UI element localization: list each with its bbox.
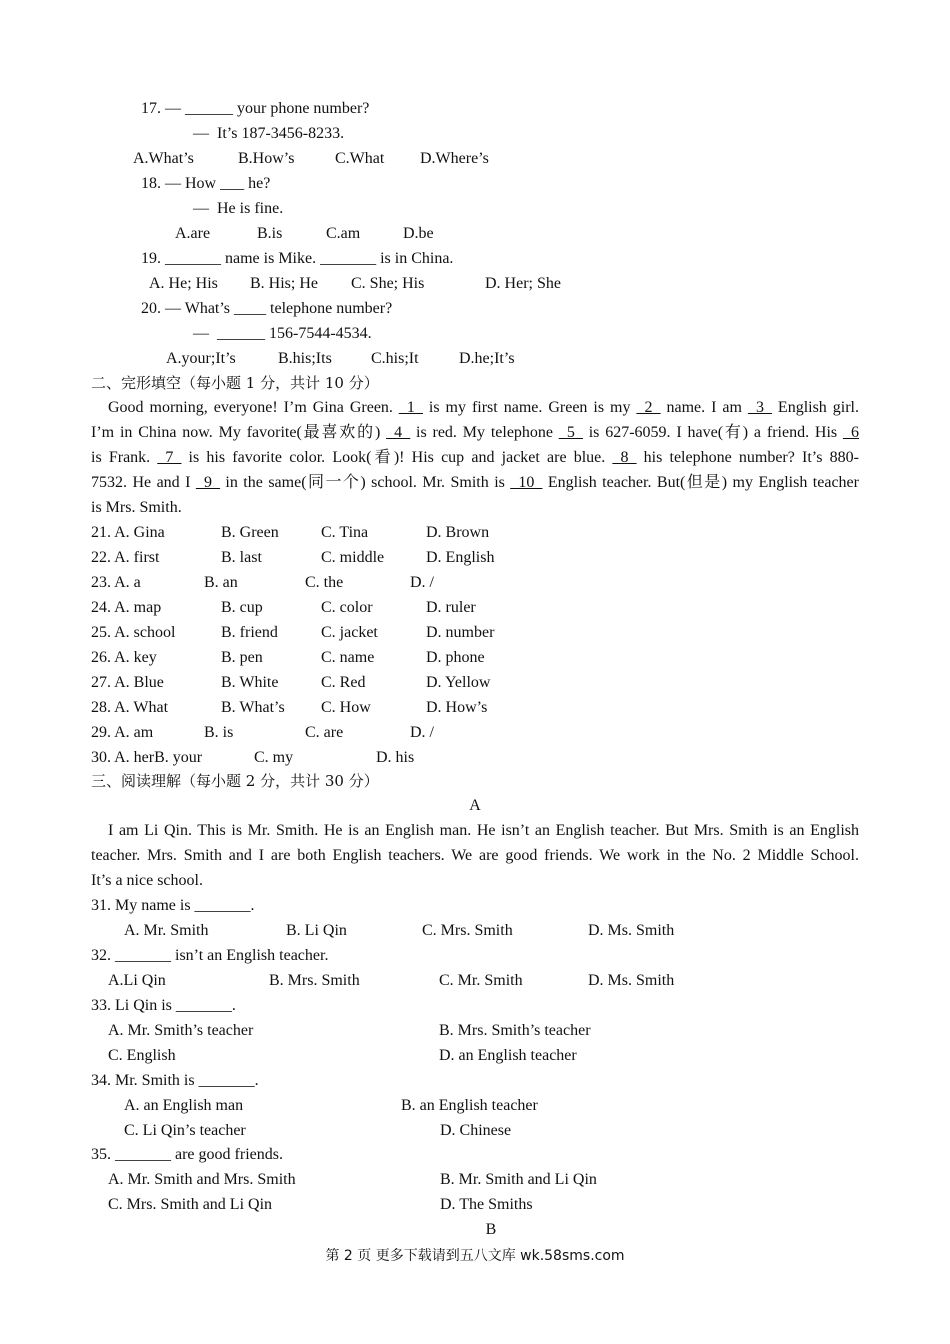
- cloze-option-27-c: C. Red: [321, 674, 366, 691]
- option-20c: C.his;It: [371, 350, 419, 367]
- passage-a-line-1: I am Li Qin. This is Mr. Smith. He is an English man. He isn’t an English teacher. But Mrs. Smith is an English: [108, 822, 859, 839]
- cloze-option-30-n: 30. A. herB. your: [91, 749, 203, 766]
- option-20d: D.he;It’s: [459, 350, 515, 367]
- cloze-option-28-d: D. How’s: [426, 699, 488, 716]
- option-32d: D. Ms. Smith: [588, 972, 675, 989]
- cloze-option-26-b: B. pen: [221, 649, 263, 666]
- cloze-line-4: 7532. He and I _9_ in the same(同一个) school. Mr. Smith is _10_ English teacher. But(但是) my English teacher: [91, 474, 859, 491]
- cloze-option-23-d: D. /: [410, 574, 434, 591]
- cloze-option-29-d: D. /: [410, 724, 434, 741]
- cloze-option-21-c: C. Tina: [321, 524, 369, 541]
- option-35a: A. Mr. Smith and Mrs. Smith: [108, 1171, 296, 1188]
- cloze-option-22-b: B. last: [221, 549, 262, 566]
- part-b-heading: B: [485, 1221, 497, 1238]
- answer-18: — He is fine.: [193, 200, 284, 217]
- option-20a: A.your;It’s: [166, 350, 236, 367]
- question-35: 35. _______ are good friends.: [91, 1146, 283, 1163]
- cloze-option-27-d: D. Yellow: [426, 674, 491, 691]
- cloze-option-22-c: C. middle: [321, 549, 385, 566]
- cloze-option-29-c: C. are: [305, 724, 344, 741]
- cloze-option-25-d: D. number: [426, 624, 495, 641]
- question-19: 19. _______ name is Mike. _______ is in China.: [141, 250, 454, 267]
- option-31c: C. Mrs. Smith: [422, 922, 513, 939]
- option-35b: B. Mr. Smith and Li Qin: [440, 1171, 597, 1188]
- option-18c: C.am: [326, 225, 361, 242]
- cloze-option-22-d: D. English: [426, 549, 495, 566]
- answer-20: — ______ 156-7544-4534.: [193, 325, 372, 342]
- option-33d: D. an English teacher: [439, 1047, 577, 1064]
- option-34b: B. an English teacher: [401, 1097, 538, 1114]
- option-18a: A.are: [175, 225, 211, 242]
- cloze-line-2: I’m in China now. My favorite(最喜欢的) _4_ is red. My telephone _5_ is 627-6059. I have(有) a friend. His _6: [91, 424, 859, 441]
- cloze-option-23-n: 23. A. a: [91, 574, 141, 591]
- cloze-option-24-c: C. color: [321, 599, 373, 616]
- option-17b: B.How’s: [238, 150, 295, 167]
- cloze-option-28-b: B. What’s: [221, 699, 285, 716]
- option-19c: C. She; His: [351, 275, 425, 292]
- option-34c: C. Li Qin’s teacher: [124, 1122, 246, 1139]
- cloze-option-28-c: C. How: [321, 699, 371, 716]
- cloze-line-1: Good morning, everyone! I’m Gina Green. _1_ is my first name. Green is my _2_ name. I am _3_ English girl.: [108, 399, 860, 416]
- question-20: 20. — What’s ____ telephone number?: [141, 300, 393, 317]
- cloze-line-3: is Frank. _7_ is his favorite color. Look(看)! His cup and jacket are blue. _8_ his telephone number? It’s 880-: [91, 449, 859, 466]
- cloze-option-21-b: B. Green: [221, 524, 279, 541]
- cloze-option-25-n: 25. A. school: [91, 624, 176, 641]
- option-35d: D. The Smiths: [440, 1196, 533, 1213]
- question-18: 18. — How ___ he?: [141, 175, 271, 192]
- option-18d: D.be: [403, 225, 434, 242]
- option-19b: B. His; He: [250, 275, 318, 292]
- question-17: 17. — ______ your phone number?: [141, 100, 370, 117]
- option-33b: B. Mrs. Smith’s teacher: [439, 1022, 591, 1039]
- option-19d: D. Her; She: [485, 275, 561, 292]
- option-32c: C. Mr. Smith: [439, 972, 523, 989]
- option-17d: D.Where’s: [420, 150, 489, 167]
- cloze-option-27-n: 27. A. Blue: [91, 674, 164, 691]
- cloze-option-24-n: 24. A. map: [91, 599, 162, 616]
- cloze-option-28-n: 28. A. What: [91, 699, 169, 716]
- option-33a: A. Mr. Smith’s teacher: [108, 1022, 254, 1039]
- option-34d: D. Chinese: [440, 1122, 512, 1139]
- option-31a: A. Mr. Smith: [124, 922, 209, 939]
- cloze-option-27-b: B. White: [221, 674, 279, 691]
- cloze-option-29-n: 29. A. am: [91, 724, 154, 741]
- cloze-option-25-c: C. jacket: [321, 624, 378, 641]
- question-32: 32. _______ isn’t an English teacher.: [91, 947, 329, 964]
- cloze-option-26-d: D. phone: [426, 649, 485, 666]
- option-18b: B.is: [257, 225, 283, 242]
- cloze-option-29-b: B. is: [204, 724, 234, 741]
- option-17a: A.What’s: [133, 150, 194, 167]
- cloze-option-26-c: C. name: [321, 649, 375, 666]
- cloze-line-5: is Mrs. Smith.: [91, 499, 182, 516]
- option-35c: C. Mrs. Smith and Li Qin: [108, 1196, 273, 1213]
- option-31d: D. Ms. Smith: [588, 922, 675, 939]
- question-31: 31. My name is _______.: [91, 897, 255, 914]
- question-33: 33. Li Qin is _______.: [91, 997, 236, 1014]
- cloze-option-24-b: B. cup: [221, 599, 263, 616]
- option-31b: B. Li Qin: [286, 922, 347, 939]
- option-32a: A.Li Qin: [108, 972, 166, 989]
- option-19a: A. He; His: [149, 275, 218, 292]
- section-3-title: 三、阅读理解（每小题 2 分，共计 30 分）: [91, 772, 379, 790]
- answer-17: — It’s 187-3456-8233.: [193, 125, 345, 142]
- passage-a-line-3: It’s a nice school.: [91, 872, 203, 889]
- option-34a: A. an English man: [124, 1097, 244, 1114]
- cloze-option-23-c: C. the: [305, 574, 344, 591]
- section-2-title: 二、完形填空（每小题 1 分，共计 10 分）: [91, 374, 379, 392]
- part-a-heading: A: [469, 797, 481, 814]
- cloze-option-26-n: 26. A. key: [91, 649, 157, 666]
- cloze-option-30-d: D. his: [376, 749, 415, 766]
- option-17c: C.What: [335, 150, 385, 167]
- option-32b: B. Mrs. Smith: [269, 972, 360, 989]
- question-34: 34. Mr. Smith is _______.: [91, 1072, 259, 1089]
- page-footer: 第 2 页 更多下载请到五八文库 wk.58sms.com: [325, 1248, 625, 1264]
- cloze-option-22-n: 22. A. first: [91, 549, 160, 566]
- cloze-option-23-b: B. an: [204, 574, 238, 591]
- option-33c: C. English: [108, 1047, 176, 1064]
- option-20b: B.his;Its: [278, 350, 332, 367]
- passage-a-line-2: teacher. Mrs. Smith and I are both English teachers. We are good friends. We work in the No. 2 Middle School.: [91, 847, 859, 864]
- cloze-option-30-c: C. my: [254, 749, 294, 766]
- cloze-option-25-b: B. friend: [221, 624, 278, 641]
- cloze-option-21-n: 21. A. Gina: [91, 524, 165, 541]
- cloze-option-21-d: D. Brown: [426, 524, 490, 541]
- cloze-option-24-d: D. ruler: [426, 599, 476, 616]
